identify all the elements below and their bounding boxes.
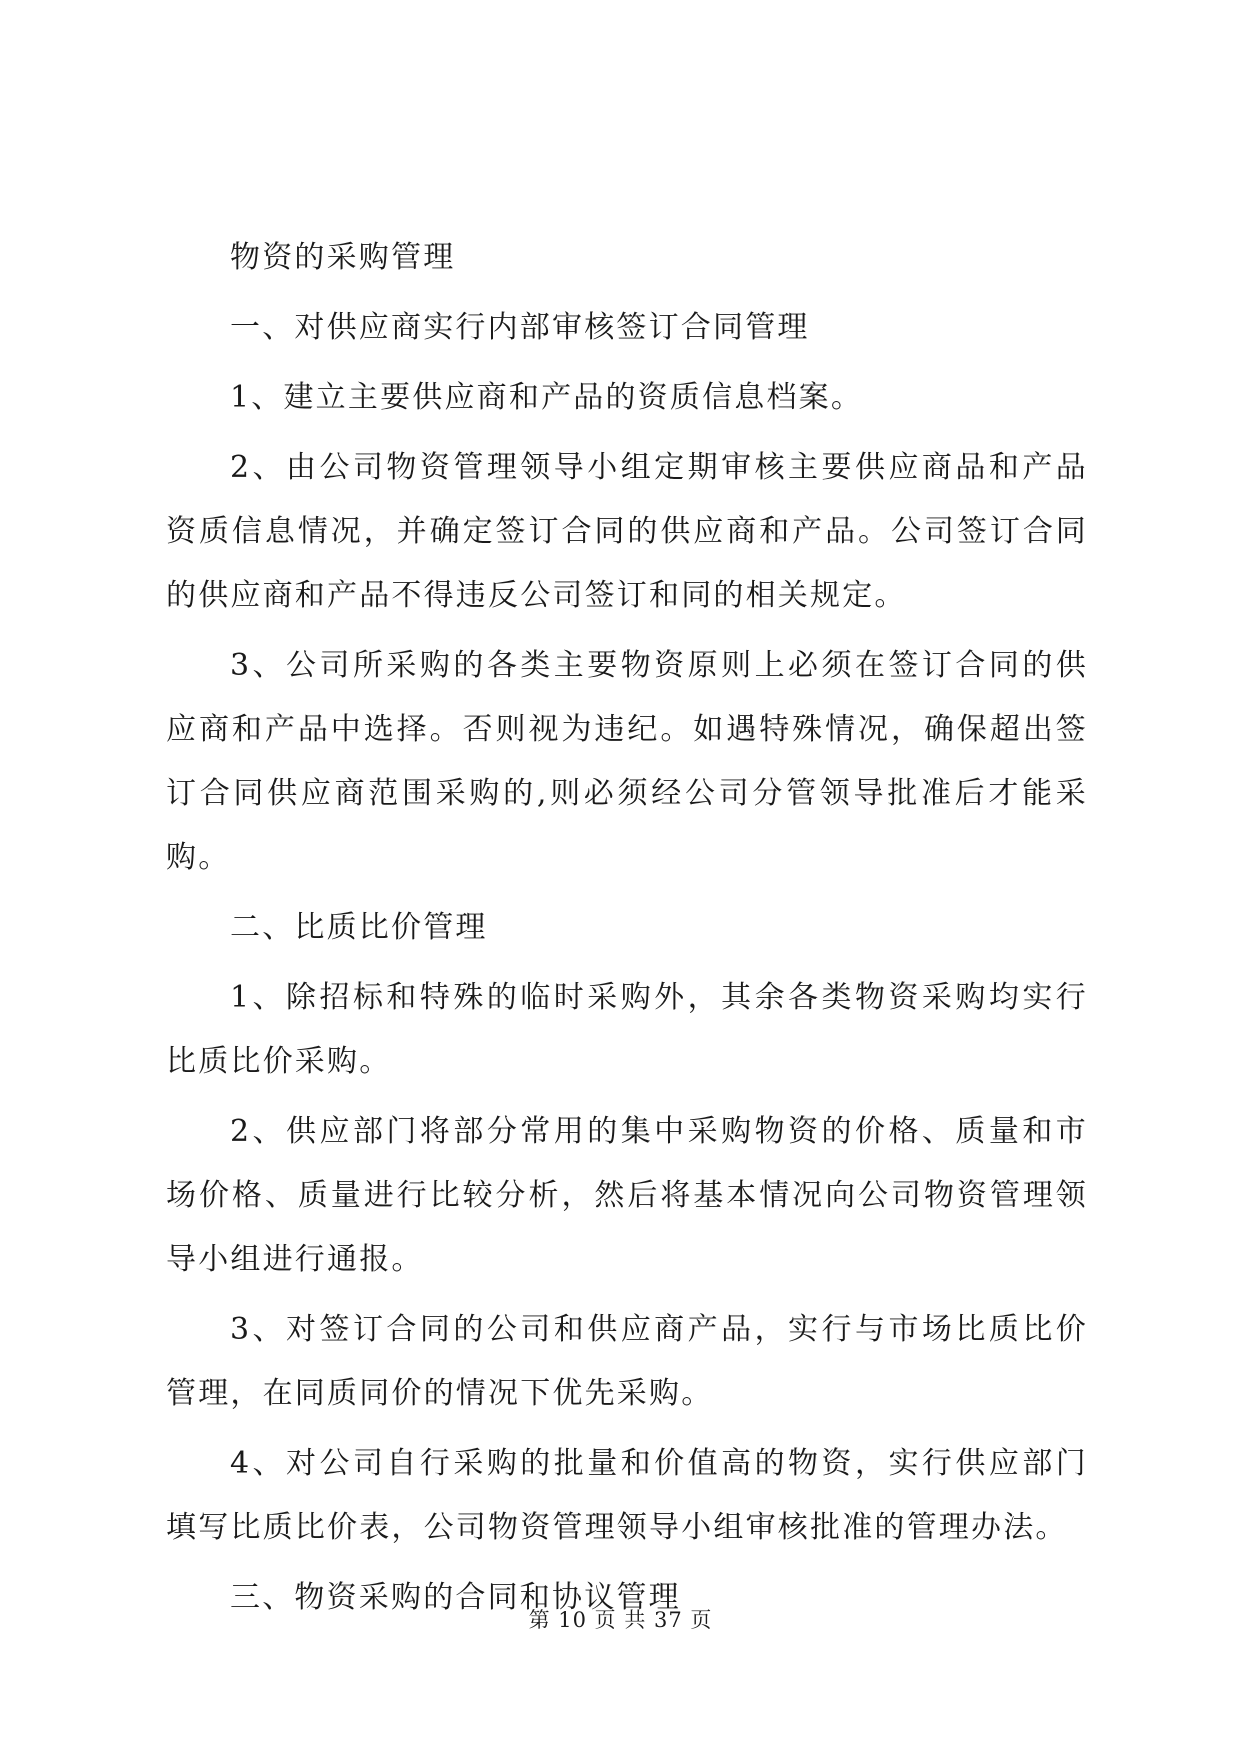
heading-2: 二、比质比价管理	[230, 910, 488, 945]
paragraph: 1、除招标和特殊的临时采购外，其余各类物资采购均实行比质比价采购。	[166, 980, 1088, 1079]
paragraph: 1、建立主要供应商和产品的资质信息档案。	[230, 380, 864, 415]
document-body	[166, 226, 1088, 1630]
paragraph: 4、对公司自行采购的批量和价值高的物资，实行供应部门填写比质比价表，公司物资管理领导小组审核批准的管理办法。	[166, 1446, 1088, 1545]
paragraph: 3、公司所采购的各类主要物资原则上必须在签订合同的供应商和产品中选择。否则视为违纪。如遇特殊情况，确保超出签订合同供应商范围采购的,则必须经公司分管领导批准后才能采购。	[166, 648, 1088, 875]
page-number-footer: 第 10 页 共 37 页	[528, 1608, 713, 1632]
paragraph: 2、由公司物资管理领导小组定期审核主要供应商品和产品资质信息情况，并确定签订合同的供应商和产品。公司签订合同的供应商和产品不得违反公司签订和同的相关规定。	[166, 450, 1088, 613]
heading-1: 一、对供应商实行内部审核签订合同管理	[230, 310, 810, 345]
paragraph: 2、供应部门将部分常用的集中采购物资的价格、质量和市场价格、质量进行比较分析，然后将基本情况向公司物资管理领导小组进行通报。	[166, 1114, 1088, 1277]
paragraph: 3、对签订合同的公司和供应商产品，实行与市场比质比价管理，在同质同价的情况下优先采购。	[166, 1312, 1088, 1411]
heading-3: 三、物资采购的合同和协议管理	[230, 1580, 681, 1615]
section-title: 物资的采购管理	[230, 240, 456, 275]
